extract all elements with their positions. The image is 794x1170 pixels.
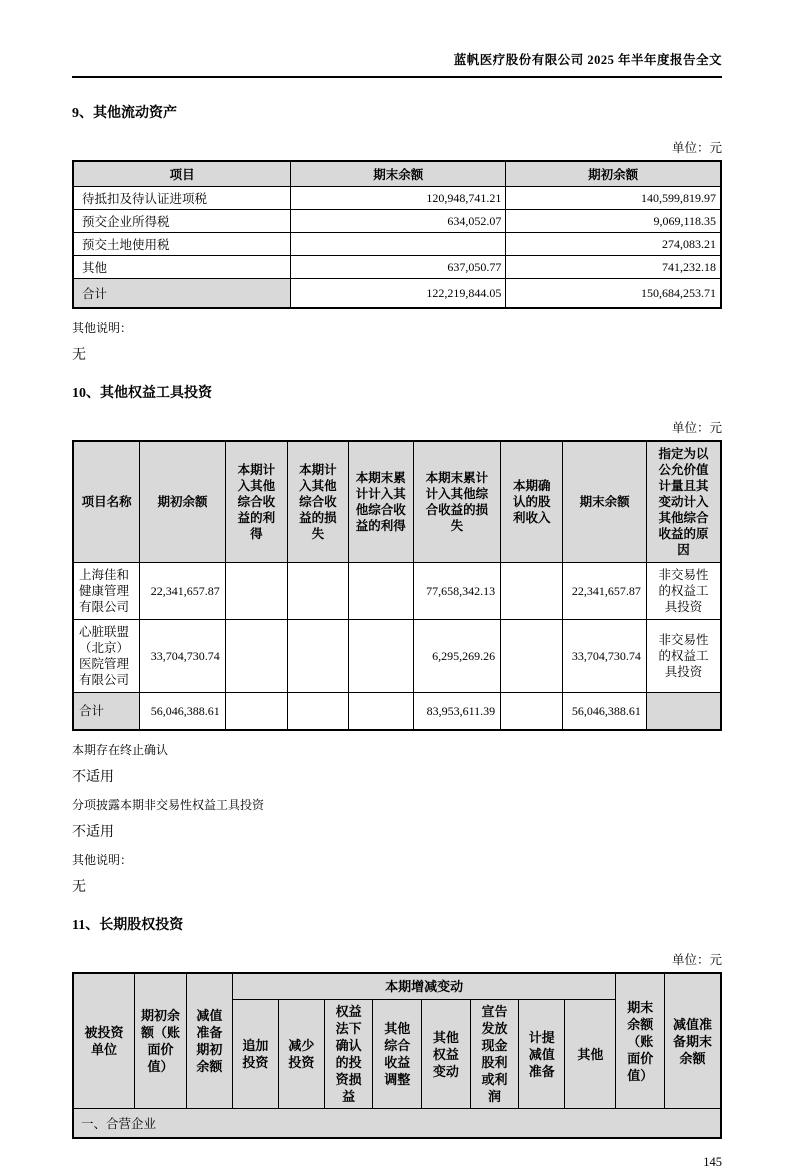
column-header-oci-adjustment: 其他综合收益调整	[373, 1000, 422, 1109]
other-note-value: 无	[72, 880, 86, 895]
table-row	[73, 233, 721, 256]
cell-oci-gain-current	[225, 563, 287, 620]
cell-total-beginning-balance: 150,684,253.71	[506, 279, 721, 309]
cell-ending-balance	[291, 233, 506, 256]
cell-beginning-balance: 22,341,657.87	[140, 563, 226, 620]
total-label: 合计	[73, 693, 140, 731]
derecognition-note-value: 不适用	[72, 770, 114, 785]
derecognition-note-label: 本期存在终止确认	[72, 743, 169, 757]
cell-beginning-balance: 274,083.21	[506, 233, 721, 256]
column-header-declared-dividends: 宣告发放现金股利或利润	[470, 1000, 519, 1109]
column-header-other-equity-changes: 其他权益变动	[422, 1000, 471, 1109]
page-header	[72, 50, 722, 78]
page-number: 145	[703, 1155, 722, 1169]
unit-label-s10: 单位：元	[671, 421, 722, 435]
column-header-beginning-book-value: 期初余额（账面价值）	[135, 973, 187, 1109]
row-label: 预交土地使用税	[73, 233, 291, 256]
breakdown-note-value: 不适用	[72, 825, 114, 840]
table-row	[73, 620, 721, 693]
cell-total-oci-gain-current	[225, 693, 287, 731]
cell-ending-balance: 33,704,730.74	[563, 620, 647, 693]
column-header-beginning-balance: 期初余额	[506, 161, 721, 187]
cell-project-name: 心脏联盟（北京）医院管理有限公司	[73, 620, 140, 693]
column-header-oci-gain-current: 本期计入其他综合收益的利得	[225, 441, 287, 563]
column-header-project-name: 项目名称	[73, 441, 140, 563]
other-current-assets-table	[72, 160, 722, 309]
column-header-equity-method-pl: 权益法下确认的投资损益	[324, 1000, 373, 1109]
cell-total-oci-gain-cumulative	[348, 693, 413, 731]
cell-dividend-income	[501, 563, 563, 620]
other-note-label: 其他说明：	[72, 853, 133, 867]
table-category-row	[73, 1109, 721, 1139]
section-title-other-equity-instruments: 10、其他权益工具投资	[72, 386, 212, 401]
column-header-ending-balance: 期末余额	[291, 161, 506, 187]
column-header-oci-loss-cumulative: 本期末累计计入其他综合收益的损失	[413, 441, 500, 563]
cell-ending-balance: 634,052.07	[291, 210, 506, 233]
table-header-row-top	[73, 973, 721, 1000]
cell-beginning-balance: 9,069,118.35	[506, 210, 721, 233]
table-row	[73, 563, 721, 620]
cell-oci-gain-cumulative	[348, 563, 413, 620]
column-header-ending-balance: 期末余额	[563, 441, 647, 563]
total-label: 合计	[73, 279, 291, 309]
cell-total-ending-balance: 122,219,844.05	[291, 279, 506, 309]
cell-oci-gain-current	[225, 620, 287, 693]
cell-beginning-balance: 741,232.18	[506, 256, 721, 279]
cell-total-beginning-balance: 56,046,388.61	[140, 693, 226, 731]
table-header-row	[73, 441, 721, 563]
column-header-additional-investment: 追加投资	[232, 1000, 278, 1109]
cell-oci-loss-current	[287, 563, 348, 620]
column-header-ending-book-value: 期末余额（账面价值）	[616, 973, 665, 1109]
column-header-item: 项目	[73, 161, 291, 187]
cell-ending-balance: 120,948,741.21	[291, 187, 506, 210]
cell-beginning-balance: 33,704,730.74	[140, 620, 226, 693]
long-term-equity-table	[72, 972, 722, 1139]
other-note-label: 其他说明：	[72, 321, 133, 335]
unit-label-s11: 单位：元	[671, 953, 722, 967]
table-row	[73, 256, 721, 279]
cell-total-oci-loss-current	[287, 693, 348, 731]
cell-oci-loss-current	[287, 620, 348, 693]
table-total-row	[73, 693, 721, 731]
column-header-dividend-income: 本期确认的股利收入	[501, 441, 563, 563]
table-row	[73, 210, 721, 233]
unit-label-s9: 单位：元	[671, 141, 722, 155]
row-label: 其他	[73, 256, 291, 279]
column-header-impairment-provision: 计提减值准备	[519, 1000, 565, 1109]
cell-beginning-balance: 140,599,819.97	[506, 187, 721, 210]
row-label: 预交企业所得税	[73, 210, 291, 233]
breakdown-note-label: 分项披露本期非交易性权益工具投资	[72, 798, 265, 812]
column-header-designation-reason: 指定为以公允价值计量且其变动计入其他综合收益的原因	[646, 441, 721, 563]
cell-oci-loss-cumulative: 6,295,269.26	[413, 620, 500, 693]
column-header-oci-gain-cumulative: 本期末累计计入其他综合收益的利得	[348, 441, 413, 563]
column-header-impairment-ending: 减值准备期末余额	[665, 973, 721, 1109]
cell-total-ending-balance: 56,046,388.61	[563, 693, 647, 731]
other-note-value: 无	[72, 348, 86, 363]
cell-oci-gain-cumulative	[348, 620, 413, 693]
section-title-long-term-equity: 11、长期股权投资	[72, 918, 184, 933]
cell-ending-balance: 22,341,657.87	[563, 563, 647, 620]
section-title-other-current-assets: 9、其他流动资产	[72, 106, 177, 121]
column-header-beginning-balance: 期初余额	[140, 441, 226, 563]
row-label: 待抵扣及待认证进项税	[73, 187, 291, 210]
cell-designation-reason: 非交易性的权益工具投资	[646, 620, 721, 693]
table-total-row	[73, 279, 721, 309]
cell-total-oci-loss-cumulative: 83,953,611.39	[413, 693, 500, 731]
column-header-investee: 被投资单位	[73, 973, 135, 1109]
cell-dividend-income	[501, 620, 563, 693]
column-header-reduced-investment: 减少投资	[278, 1000, 324, 1109]
cell-ending-balance: 637,050.77	[291, 256, 506, 279]
column-header-impairment-beginning: 减值准备期初余额	[186, 973, 232, 1109]
cell-total-designation-reason	[646, 693, 721, 731]
table-header-row	[73, 161, 721, 187]
cell-total-dividend-income	[501, 693, 563, 731]
other-equity-instruments-table	[72, 440, 722, 731]
category-label-joint-ventures: 一、合营企业	[73, 1109, 721, 1139]
column-header-oci-loss-current: 本期计入其他综合收益的损失	[287, 441, 348, 563]
report-title: 蓝帆医疗股份有限公司 2025 年半年度报告全文	[453, 53, 722, 67]
cell-project-name: 上海佳和健康管理有限公司	[73, 563, 140, 620]
column-header-other: 其他	[565, 1000, 616, 1109]
column-group-header-current-changes: 本期增减变动	[232, 973, 616, 1000]
cell-oci-loss-cumulative: 77,658,342.13	[413, 563, 500, 620]
table-row	[73, 187, 721, 210]
cell-designation-reason: 非交易性的权益工具投资	[646, 563, 721, 620]
